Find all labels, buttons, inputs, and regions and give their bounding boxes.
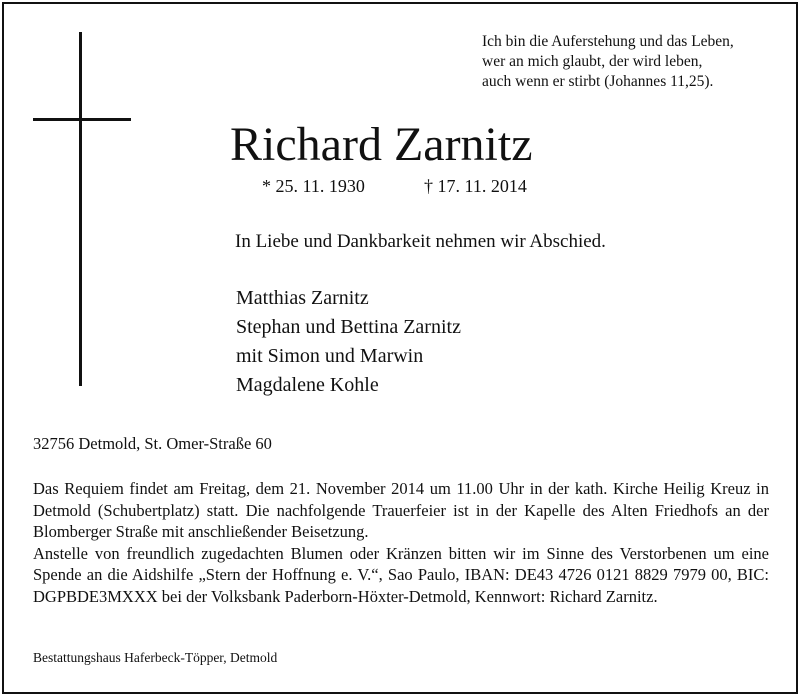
farewell-line: In Liebe und Dankbarkeit nehmen wir Abschied.	[235, 231, 606, 252]
mourner-name: Magdalene Kohle	[236, 374, 379, 396]
cross-horizontal-bar	[33, 118, 131, 121]
mourners-list	[236, 284, 461, 400]
donation-paragraph: Anstelle von freundlich zugedachten Blumen oder Kränzen bitten wir im Sinne des Verstorbenen um eine Spende an die Aidshilfe „Stern der Hoffnung e. V.“, Sao Paulo, IBAN: DE43 4726 0121 8829 7979 00, BIC: DGPBDE3MXXX bei der Volksbank Paderborn-Höxter-Detmold, Kennwort: Richard Zarnitz.	[33, 543, 769, 606]
mourner-name: Stephan und Bettina Zarnitz	[236, 316, 461, 338]
birth-date: * 25. 11. 1930	[262, 176, 365, 196]
requiem-paragraph: Das Requiem findet am Freitag, dem 21. November 2014 um 11.00 Uhr in der kath. Kirche Heilig Kreuz in Detmold (Schubertplatz) statt. Die nachfolgende Trauerfeier ist in der Kapelle des Alten Friedhofs an der Blomberger Straße mit anschließender Beisetzung.	[33, 479, 769, 541]
service-details	[33, 478, 769, 607]
deceased-name: Richard Zarnitz	[230, 118, 533, 171]
mourner-name: Matthias Zarnitz	[236, 287, 369, 309]
bible-verse-line: auch wenn er stirbt (Johannes 11,25).	[482, 73, 714, 90]
bible-verse-line: Ich bin die Auferstehung und das Leben,	[482, 33, 734, 50]
mourner-name: mit Simon und Marwin	[236, 345, 424, 367]
cross-vertical-bar	[79, 32, 82, 386]
bible-verse	[482, 32, 782, 92]
funeral-home: Bestattungshaus Haferbeck-Töpper, Detmold	[33, 650, 278, 665]
bible-verse-line: wer an mich glaubt, der wird leben,	[482, 53, 703, 70]
family-address: 32756 Detmold, St. Omer-Straße 60	[33, 434, 272, 453]
death-date: † 17. 11. 2014	[424, 176, 527, 196]
